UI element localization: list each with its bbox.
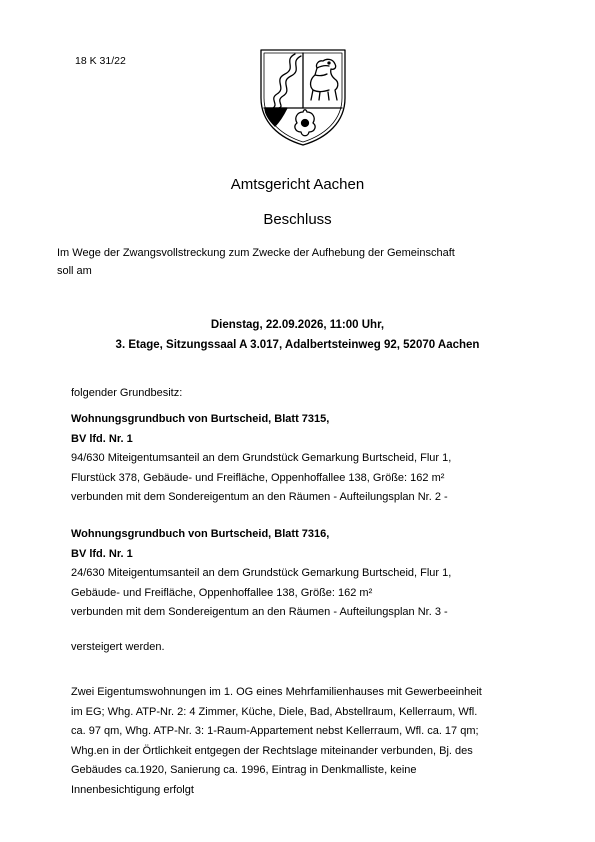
description-line: Innenbesichtigung erfolgt [71, 783, 194, 796]
property-block-2 [71, 525, 451, 623]
property-description [71, 683, 482, 800]
property-line: 94/630 Miteigentumsanteil an dem Grundstück Gemarkung Burtscheid, Flur 1, [71, 452, 452, 464]
description-line: Whg.en in der Örtlichkeit entgegen der Rechtslage miteinander verbunden, Bj. des [71, 744, 473, 757]
property-line: 24/630 Miteigentumsanteil an dem Grundstück Gemarkung Burtscheid, Flur 1, [71, 567, 452, 579]
description-line: im EG; Whg. ATP-Nr. 2: 4 Zimmer, Küche, Diele, Bad, Abstellraum, Kellerraum, Wfl. [71, 705, 478, 718]
intro-line: soll am [57, 265, 92, 277]
nrw-coat-of-arms-icon [257, 46, 349, 148]
property-bv-number: BV lfd. Nr. 1 [71, 547, 133, 560]
property-line: verbunden mit dem Sondereigentum an den Räumen - Aufteilungsplan Nr. 3 - [71, 606, 448, 618]
hearing-date-time: Dienstag, 22.09.2026, 11:00 Uhr, [210, 319, 385, 331]
description-line: Gebäudes ca.1920, Sanierung ca. 1996, Eintrag in Denkmalliste, keine [71, 764, 417, 776]
property-line: Flurstück 378, Gebäude- und Freifläche, Oppenhoffallee 138, Größe: 162 m² [71, 471, 445, 484]
property-line: Gebäude- und Freifläche, Oppenhoffallee 138, Größe: 162 m² [71, 586, 373, 599]
hearing-info [0, 315, 595, 355]
property-intro: folgender Grundbesitz: [71, 387, 183, 399]
property-bv-number: BV lfd. Nr. 1 [71, 432, 133, 445]
hearing-location: 3. Etage, Sitzungssaal A 3.017, Adalbertsteinweg 92, 52070 Aachen [115, 339, 480, 351]
closing-statement: versteigert werden. [71, 641, 165, 653]
property-register: Wohnungsgrundbuch von Burtscheid, Blatt 7316, [71, 528, 330, 540]
intro-paragraph [57, 244, 455, 280]
property-line: verbunden mit dem Sondereigentum an den Räumen - Aufteilungsplan Nr. 2 - [71, 491, 448, 503]
intro-line: Im Wege der Zwangsvollstreckung zum Zwecke der Aufhebung der Gemeinschaft [57, 247, 455, 259]
court-name: Amtsgericht Aachen [230, 176, 365, 193]
property-register: Wohnungsgrundbuch von Burtscheid, Blatt 7315, [71, 413, 330, 425]
description-line: ca. 97 qm, Whg. ATP-Nr. 3: 1-Raum-Appartement nebst Kellerraum, Wfl. ca. 17 qm; [71, 725, 479, 737]
property-block-1 [71, 410, 451, 508]
document-title: Beschluss [263, 211, 332, 228]
case-number: 18 K 31/22 [75, 55, 126, 67]
description-line: Zwei Eigentumswohnungen im 1. OG eines Mehrfamilienhauses mit Gewerbeeinheit [71, 686, 482, 698]
